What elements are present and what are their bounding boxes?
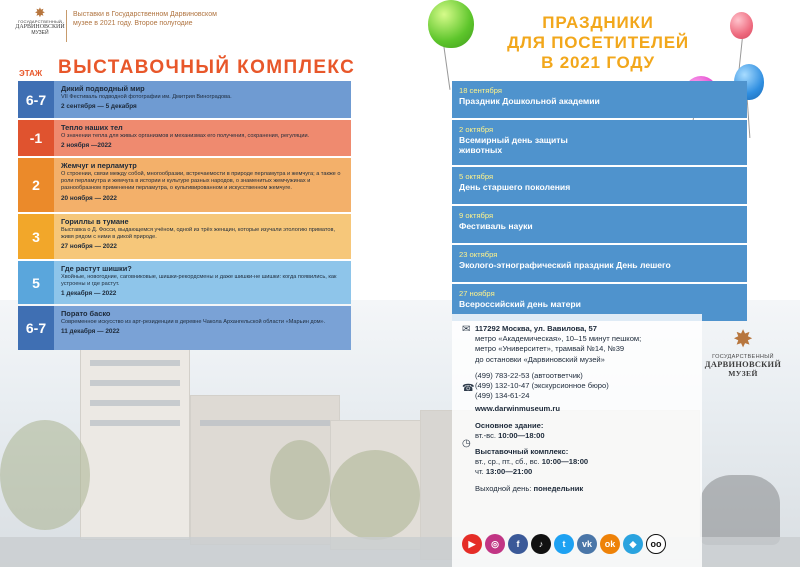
main-building-label: Основное здание:	[475, 420, 544, 430]
exhibition-row	[18, 214, 351, 259]
holiday-event	[452, 167, 747, 204]
exhibition-row	[18, 306, 351, 350]
holiday-event	[452, 206, 747, 243]
holidays-title-line: В 2021 ГОДУ	[541, 53, 655, 72]
address: 117292 Москва, ул. Вавилова, 57	[475, 324, 597, 333]
tree	[270, 440, 330, 520]
phone-number[interactable]: (499) 132-10-47 (экскурсионное бюро)	[475, 381, 609, 391]
museum-logo-small	[10, 6, 70, 46]
expo-hours	[475, 467, 694, 477]
day-off	[475, 484, 694, 494]
floor-number: 6-7	[18, 81, 54, 118]
facebook-icon[interactable]: f	[508, 534, 528, 554]
floor-number: 2	[18, 158, 54, 212]
header-text: Выставки в Государственном Дарвиновском музее в 2021 году. Второе полугодие	[73, 11, 217, 27]
star-logo-icon: ✸	[732, 326, 754, 353]
phone-number[interactable]: (499) 783-22-53 (автоответчик)	[475, 370, 583, 380]
exhibition-body	[54, 81, 351, 118]
windows	[90, 420, 180, 426]
header-divider	[66, 10, 67, 42]
holiday-event	[452, 120, 747, 165]
exhibition-body	[54, 120, 351, 156]
direction-line: метро «Университет», трамвай №14, №39	[475, 344, 625, 354]
exhibition-list	[18, 81, 351, 352]
event-name: Фестиваль науки	[459, 221, 533, 231]
logo-line-1: ГОСУДАРСТВЕННЫЙ	[712, 354, 774, 360]
days: вт., ср., пт., сб., вс.	[475, 457, 540, 467]
tiktok-icon[interactable]: ♪	[531, 534, 551, 554]
event-date: 9 октября	[459, 211, 494, 220]
logo-line-2: ДАРВИНОВСКИЙ	[15, 24, 65, 30]
days: вт.-вс.	[475, 430, 496, 440]
exhibition-row	[18, 81, 351, 118]
logo-line-2: ДАРВИНОВСКИЙ	[704, 360, 782, 369]
social-links	[462, 534, 666, 554]
phones-block	[462, 371, 694, 415]
expo-label: Выставочный комплекс:	[475, 447, 569, 457]
floor-number: 6-7	[18, 306, 54, 350]
exhibition-description: О строении, связи между собой, многообразии, встречаемости в природе перламутра и жемчуга; а также о роли перламутра и жемчуга в истории и культуре разных народов, о знаменитых жемчужинах и разнообразном применении перламутра, о культивированном и искусственном жемчуге.	[61, 171, 341, 192]
mammoth-statue	[700, 475, 780, 545]
twitter-icon[interactable]: t	[554, 534, 574, 554]
holidays-title	[488, 13, 708, 73]
floor-number: 3	[18, 214, 54, 259]
phone-icon: ☎	[462, 383, 475, 394]
odnoklassniki-icon[interactable]: ok	[600, 534, 620, 554]
holiday-events-list	[452, 81, 747, 323]
event-date: 2 октября	[459, 125, 494, 134]
exhibition-description: Хвойные, новогодние, саговниковые, шишки-рекордсмены и даже шишки-не шишки: когда появились, как устроены и где растут.	[61, 274, 337, 288]
logo-line-1: ГОСУДАРСТВЕННЫЙ	[18, 19, 62, 24]
event-date: 5 октября	[459, 172, 494, 181]
event-name: День старшего поколения	[459, 182, 571, 192]
exhibitions-title: ВЫСТАВОЧНЫЙ КОМПЛЕКС	[58, 57, 356, 78]
exhibition-dates: 27 ноября — 2022	[61, 243, 117, 251]
logo-line-3: МУЗЕЙ	[728, 369, 758, 378]
windows	[90, 360, 180, 366]
floor-number: 5	[18, 261, 54, 304]
holiday-event	[452, 245, 747, 282]
mail-icon: ✉	[462, 324, 471, 335]
exhibition-body	[54, 261, 351, 304]
exhibition-body	[54, 158, 351, 212]
exhibition-title: Тепло наших тел	[61, 123, 123, 132]
exhibition-dates: 2 ноября —2022	[61, 142, 112, 150]
instagram-icon[interactable]: ◎	[485, 534, 505, 554]
contacts-panel	[452, 314, 702, 567]
expo-hours	[475, 457, 694, 467]
windows	[90, 380, 180, 386]
exhibition-body	[54, 214, 351, 259]
zen-icon[interactable]: ◆	[623, 534, 643, 554]
tower-building	[80, 340, 190, 540]
direction-line: до остановки «Дарвиновский музей»	[475, 354, 605, 364]
event-date: 27 ноября	[459, 289, 495, 298]
green-balloon-icon	[428, 0, 474, 48]
logo-line-3: МУЗЕЙ	[31, 30, 49, 36]
event-date: 23 октября	[459, 250, 498, 259]
pink-balloon-icon	[730, 12, 753, 39]
tree	[0, 420, 90, 530]
holidays-title-line: ДЛЯ ПОСЕТИТЕЛЕЙ	[507, 33, 689, 52]
event-name: Праздник Дошкольной академии	[459, 96, 600, 106]
exhibition-description: О значении тепла для живых организмов и механизмах его получения, сохранения, регуляции.	[61, 133, 310, 139]
holidays-title-line: ПРАЗДНИКИ	[542, 13, 654, 32]
hours-block	[462, 421, 694, 494]
exhibition-row	[18, 261, 351, 304]
tripadvisor-icon[interactable]: oo	[646, 534, 666, 554]
main-building-hours	[475, 431, 694, 441]
website-link[interactable]: www.darwinmuseum.ru	[475, 404, 560, 414]
windows	[90, 400, 180, 406]
exhibition-dates: 1 декабря — 2022	[61, 290, 117, 298]
hours: 10:00—18:00	[541, 457, 589, 467]
phone-number[interactable]: (499) 134-61-24	[475, 391, 530, 401]
museum-logo-large	[700, 328, 786, 378]
floor-label: ЭТАЖ	[19, 69, 43, 78]
exhibition-dates: 20 ноября — 2022	[61, 194, 117, 202]
balloon-string	[747, 98, 751, 138]
exhibition-row	[18, 120, 351, 156]
holiday-event	[452, 81, 747, 118]
event-name: Всемирный день защиты животных	[459, 135, 568, 155]
exhibition-title: Дикий подводный мир	[61, 84, 145, 93]
star-logo-icon: ✸	[34, 5, 46, 20]
days: чт.	[475, 467, 484, 477]
exhibition-title: Гориллы в тумане	[61, 217, 129, 226]
event-name: Всероссийский день матери	[459, 299, 581, 309]
day-off-label: Выходной день:	[475, 483, 532, 493]
exhibition-title: Порато баско	[61, 309, 111, 318]
exhibition-description: Выставка о Д. Фосси, выдающемся учёном, одной из трёх женщин, которые изучали этологию приматов, живя рядом с ними в дикой природе.	[61, 227, 336, 241]
youtube-icon[interactable]: ▶	[462, 534, 482, 554]
exhibition-description: VII Фестиваль подводной фотографии им. Дмитрия Виноградова.	[61, 94, 232, 100]
exhibition-body	[54, 306, 351, 350]
exhibition-dates: 2 сентября — 5 декабря	[61, 103, 137, 111]
day-off-value: понедельник	[533, 483, 584, 493]
floor-number: -1	[18, 120, 54, 156]
exhibition-description: Современное искусство из арт-резиденции в деревне Чакола Архангельской области «Марьин дом».	[61, 319, 326, 325]
hours: 10:00—18:00	[498, 430, 545, 440]
direction-line: метро «Академическая», 10–15 минут пешком;	[475, 334, 642, 344]
tree	[330, 450, 420, 540]
windows	[200, 420, 330, 426]
exhibition-title: Жемчуг и перламутр	[61, 161, 137, 170]
exhibition-row	[18, 158, 351, 212]
exhibition-dates: 11 декабря — 2022	[61, 328, 120, 336]
exhibition-title: Где растут шишки?	[61, 264, 132, 273]
vk-icon[interactable]: vk	[577, 534, 597, 554]
hours: 13:00—21:00	[485, 467, 533, 477]
event-name: Эколого-этнографический праздник День лешего	[459, 260, 671, 270]
event-date: 18 сентября	[459, 86, 502, 95]
address-block	[462, 324, 694, 365]
clock-icon: ◷	[462, 438, 471, 449]
